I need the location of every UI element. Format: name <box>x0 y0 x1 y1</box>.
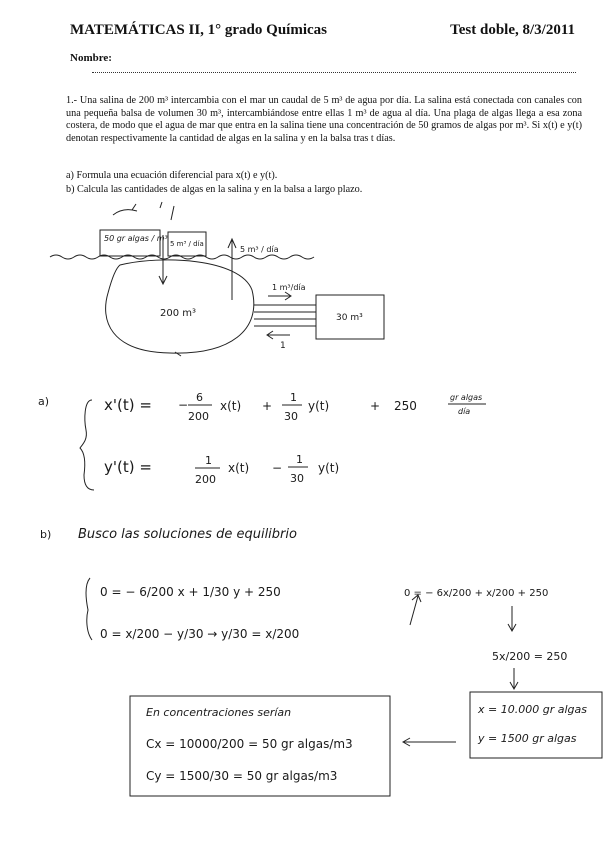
part-a-question: a) Formula una ecuación diferencial para x(t) e y(t). <box>66 170 278 181</box>
salina-diagram <box>50 202 384 356</box>
outflow-rate: 5 m³ / día <box>240 245 279 254</box>
eq1-t2-den: 30 <box>284 410 298 423</box>
eq2-t2-var: y(t) <box>318 461 340 475</box>
eq1-unit-den: día <box>458 407 471 416</box>
concentration-title: En concentraciones serían <box>146 706 292 719</box>
system-brace-b <box>86 578 92 640</box>
exchange-rate-bottom: 1 <box>280 341 286 351</box>
answer-b <box>40 527 602 796</box>
eq2-t2-num: 1 <box>296 453 303 466</box>
eq1-lhs: x'(t) = <box>104 396 152 414</box>
eq1-minus: − <box>178 398 189 412</box>
eq1-t2-num: 1 <box>290 391 297 404</box>
substitution-eq: 0 = − 6x/200 + x/200 + 250 <box>404 588 549 599</box>
course-title: MATEMÁTICAS II, 1° grado Químicas <box>70 22 327 38</box>
eq1-const: 250 <box>394 399 417 413</box>
equilibrium-heading: Busco las soluciones de equilibrio <box>78 527 297 542</box>
eq2-t1-den: 200 <box>195 473 216 486</box>
result-x: x = 10.000 gr algas <box>478 703 587 716</box>
arrow-up-icon <box>410 595 421 625</box>
balsa-volume: 30 m³ <box>336 313 363 323</box>
equilibrium-eq1: 0 = − 6/200 x + 1/30 y + 250 <box>100 585 281 599</box>
eq1-plus1: + <box>262 399 273 413</box>
eq1-t1-var: x(t) <box>220 399 242 413</box>
answer-b-label: b) <box>40 528 52 541</box>
test-date: Test doble, 8/3/2011 <box>450 22 575 38</box>
equilibrium-eq2: 0 = x/200 − y/30 → y/30 = x/200 <box>100 627 300 641</box>
concentration-x: Cx = 10000/200 = 50 gr algas/m3 <box>146 737 353 751</box>
eq1-t1-den: 200 <box>188 410 209 423</box>
name-label: Nombre: <box>70 52 112 64</box>
eq2-minus: − <box>272 461 283 475</box>
simplified-eq: 5x/200 = 250 <box>492 650 568 663</box>
eq1-plus2: + <box>370 399 381 413</box>
answer-a <box>38 391 486 490</box>
problem-text: 1.- Una salina de 200 m³ intercambia con el mar un caudal de 5 m³ de agua por día. La salina está conectada con canales con una pequeña balsa de volumen 30 m³, intercambiándose entre ellas 1 m³ de agua al día. Una plaga de algas llega a esa zona costera, de modo que el agua de mar que entra en la salina tiene una concentración de 50 gramos de algas por m³. Si x(t) e y(t) denotan respectivamente la cantidad de algas en la salina y en la balsa tras t días. <box>66 95 582 144</box>
salina-volume: 200 m³ <box>160 308 197 319</box>
eq1-t1-num: 6 <box>196 391 203 404</box>
eq1-t2-var: y(t) <box>308 399 330 413</box>
exchange-rate-top: 1 m³/día <box>272 283 306 292</box>
inflow-concentration: 50 gr algas / m³ <box>104 234 168 243</box>
result-box <box>470 692 602 758</box>
eq2-t1-var: x(t) <box>228 461 250 475</box>
eq2-lhs: y'(t) = <box>104 458 152 476</box>
eq1-unit-num: gr algas <box>450 393 483 402</box>
eq2-t1-num: 1 <box>205 454 212 467</box>
system-brace-a <box>80 400 94 490</box>
concentration-y: Cy = 1500/30 = 50 gr algas/m3 <box>146 769 338 783</box>
answer-a-label: a) <box>38 395 50 408</box>
eq2-t2-den: 30 <box>290 472 304 485</box>
arrow-down-icon <box>508 606 516 631</box>
result-y: y = 1500 gr algas <box>478 732 577 745</box>
part-b-question: b) Calcula las cantidades de algas en la salina y en la balsa a largo plazo. <box>66 184 363 195</box>
arrow-left-icon <box>403 738 456 746</box>
inflow-rate: 5 m³ / día <box>170 240 204 248</box>
arrow-down-icon-2 <box>510 668 518 689</box>
